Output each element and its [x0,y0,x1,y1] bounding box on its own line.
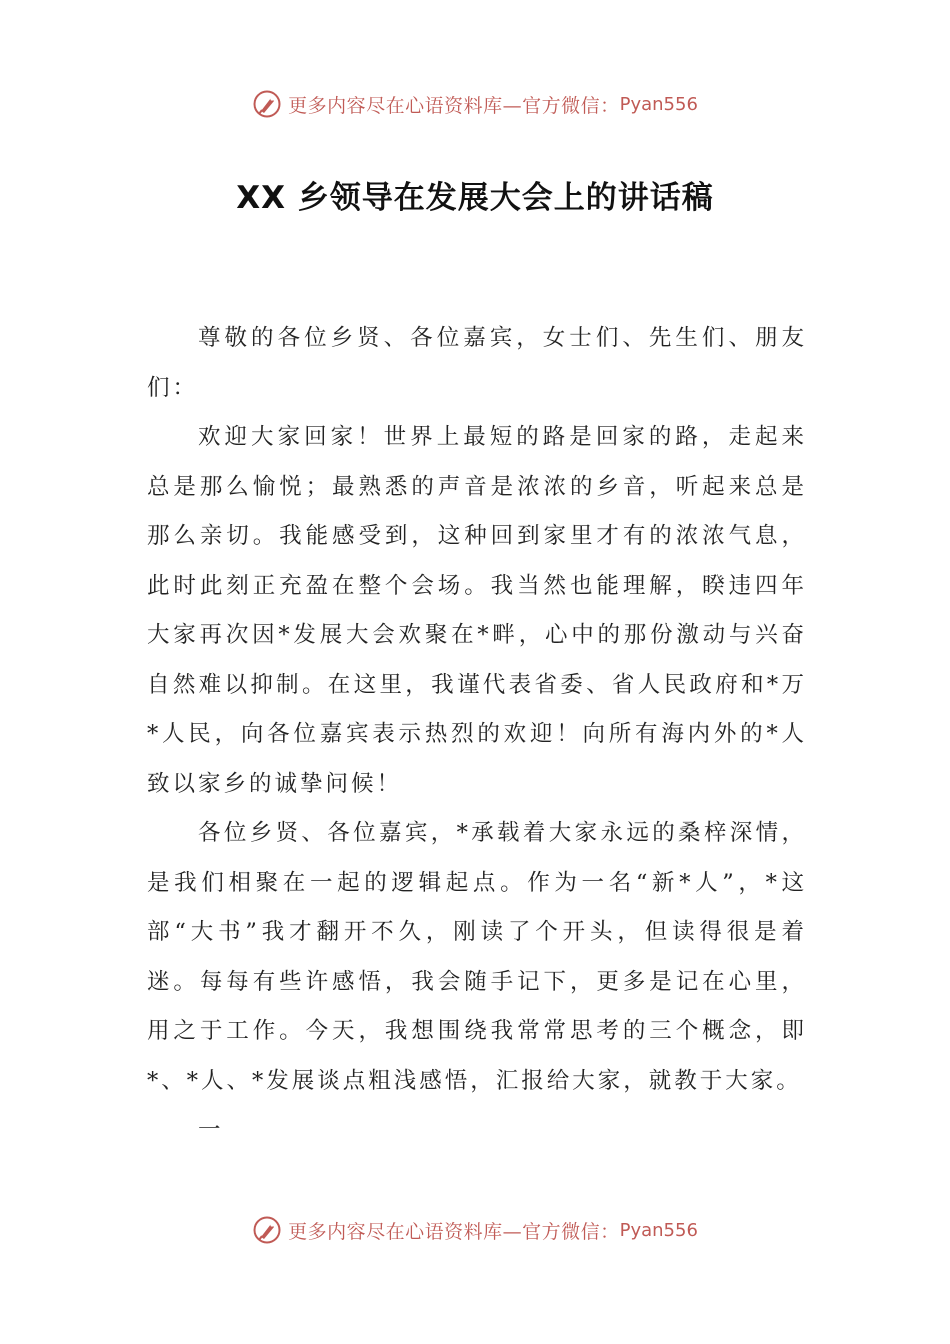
footer-banner-text: 更多内容尽在心语资料库—官方微信： [288,1220,620,1243]
header-banner-id: Pyan556 [619,93,698,115]
pen-nib-logo-icon [252,89,282,119]
header-banner-text: 更多内容尽在心语资料库—官方微信： [288,94,620,117]
document-title: XX 乡领导在发展大会上的讲话稿 [236,180,714,216]
footer-banner [0,1210,950,1250]
paragraph-welcome: 欢迎大家回家！世界上最短的路是回家的路，走起来总是那么愉悦；最熟悉的声音是浓浓的乡音，听起来总是那么亲切。我能感受到，这种回到家里才有的浓浓气息，此时此刻正充盈在整个会场。我当然也能理解，睽违四年大家再次因*发展大会欢聚在*畔，心中的那份激动与兴奋自然难以抑制。在这里，我谨代表省委、省人民政府和*万*人民，向各位嘉宾表示热烈的欢迎！向所有海内外的*人致以家乡的诚挚问候！ [147,424,807,797]
section-heading-one: 一 [198,1117,224,1143]
footer-banner-id: Pyan556 [619,1219,698,1241]
paragraph-intro: 各位乡贤、各位嘉宾，*承载着大家永远的桑梓深情，是我们相聚在一起的逻辑起点。作为一名“新*人”，*这部“大书”我才翻开不久，刚读了个开头，但读得很是着迷。每每有些许感悟，我会随手记下，更多是记在心里，用之于工作。今天，我想围绕我常常思考的三个概念，即*、*人、*发展谈点粗浅感悟，汇报给大家，就教于大家。 [147,820,807,1094]
document-body [147,314,807,1156]
pen-nib-logo-icon [252,1215,282,1245]
header-banner [0,84,950,124]
paragraph-salutation: 尊敬的各位乡贤、各位嘉宾，女士们、先生们、朋友们： [147,325,807,401]
